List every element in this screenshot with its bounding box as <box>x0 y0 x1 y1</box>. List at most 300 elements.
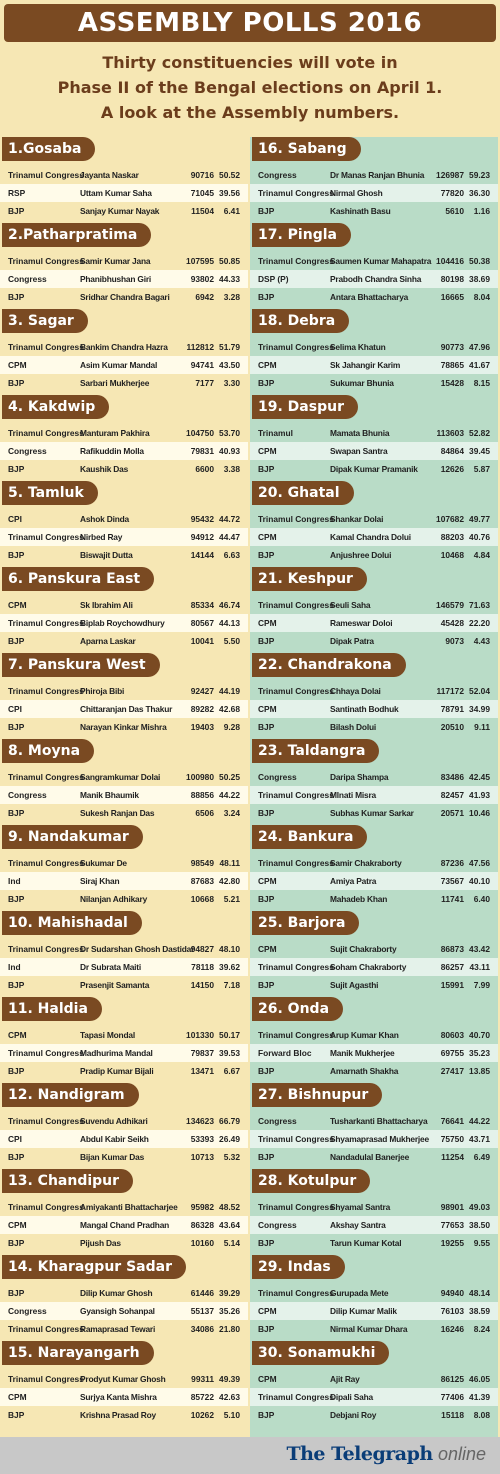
constituency-block <box>250 997 498 1083</box>
party-name: BJP <box>258 206 275 216</box>
candidate-name: Dilip Kumar Ghosh <box>80 1288 153 1298</box>
vote-share: 8.24 <box>473 1324 490 1334</box>
party-name: CPM <box>258 360 277 370</box>
vote-share: 5.50 <box>223 636 240 646</box>
party-name: CPM <box>8 1030 27 1040</box>
subtitle <box>4 46 496 126</box>
vote-count: 86873 <box>440 944 464 954</box>
constituency-block <box>0 223 248 309</box>
vote-share: 38.59 <box>469 1306 490 1316</box>
vote-share: 5.32 <box>223 1152 240 1162</box>
vote-share: 47.56 <box>469 858 490 868</box>
party-name: CPM <box>258 1306 277 1316</box>
left-column <box>0 137 248 1437</box>
results-table <box>0 854 248 908</box>
candidate-name: Nandadulal Banerjee <box>330 1152 410 1162</box>
result-row <box>0 890 248 908</box>
result-row <box>250 252 498 270</box>
vote-share: 41.39 <box>469 1392 490 1402</box>
candidate-name: Tusharkanti Bhattacharya <box>330 1116 428 1126</box>
party-name: CPM <box>8 1392 27 1402</box>
vote-count: 94827 <box>190 944 214 954</box>
candidate-name: Kashinath Basu <box>330 206 391 216</box>
party-name: Trinamul Congress <box>8 1324 84 1334</box>
vote-share: 44.22 <box>219 790 240 800</box>
vote-count: 15118 <box>441 1410 464 1420</box>
party-name: Trinamul Congress <box>258 790 334 800</box>
party-name: BJP <box>258 722 275 732</box>
result-row <box>250 460 498 478</box>
results-table <box>250 940 498 994</box>
results-table <box>0 596 248 650</box>
vote-share: 9.11 <box>474 722 490 732</box>
vote-share: 39.56 <box>219 188 240 198</box>
candidate-name: Sridhar Chandra Bagari <box>80 292 170 302</box>
party-name: Ind <box>8 876 21 886</box>
party-name: CPM <box>8 360 27 370</box>
constituency-block <box>250 223 498 309</box>
vote-count: 61446 <box>190 1288 214 1298</box>
result-row <box>0 202 248 220</box>
results-table <box>0 1198 248 1252</box>
result-row <box>0 1302 248 1320</box>
candidate-name: Nilanjan Adhikary <box>80 894 148 904</box>
vote-count: 89282 <box>190 704 214 714</box>
result-row <box>0 528 248 546</box>
vote-count: 75750 <box>440 1134 464 1144</box>
result-row <box>0 940 248 958</box>
result-row <box>0 424 248 442</box>
vote-share: 48.10 <box>219 944 240 954</box>
candidate-name: Mahadeb Khan <box>330 894 388 904</box>
party-name: Trinamul Congress <box>8 1374 84 1384</box>
vote-share: 43.42 <box>469 944 490 954</box>
party-name: BJP <box>258 894 275 904</box>
results-table <box>250 1026 498 1080</box>
vote-count: 94940 <box>440 1288 464 1298</box>
vote-count: 12626 <box>440 464 464 474</box>
result-row <box>0 1216 248 1234</box>
vote-share: 50.25 <box>219 772 240 782</box>
constituency-title: 19. Daspur <box>252 395 358 419</box>
vote-count: 53393 <box>190 1134 214 1144</box>
footer <box>0 1437 500 1474</box>
vote-share: 44.13 <box>219 618 240 628</box>
candidate-name: Ashok Dinda <box>80 514 129 524</box>
candidate-name: Kaushik Das <box>80 464 129 474</box>
party-name: Trinamul Congress <box>8 256 84 266</box>
vote-share: 6.63 <box>223 550 240 560</box>
constituency-block <box>0 395 248 481</box>
constituency-title: 20. Ghatal <box>252 481 354 505</box>
vote-share: 43.50 <box>219 360 240 370</box>
vote-count: 107595 <box>186 256 214 266</box>
party-name: CPM <box>8 600 27 610</box>
party-name: CPM <box>258 704 277 714</box>
party-name: CPM <box>8 1220 27 1230</box>
party-name: RSP <box>8 188 26 198</box>
results-table <box>250 1198 498 1252</box>
vote-share: 49.39 <box>219 1374 240 1384</box>
result-row <box>250 1026 498 1044</box>
constituency-title: 17. Pingla <box>252 223 351 247</box>
vote-share: 22.20 <box>469 618 490 628</box>
candidate-name: Biswajit Dutta <box>80 550 133 560</box>
vote-share: 43.11 <box>469 962 490 972</box>
result-row <box>0 356 248 374</box>
constituency-block <box>250 481 498 567</box>
candidate-name: Manik Mukherjee <box>330 1048 395 1058</box>
party-name: Congress <box>8 790 47 800</box>
brand-name: The Telegraph <box>286 1443 433 1465</box>
vote-count: 13471 <box>190 1066 214 1076</box>
brand-suffix: online <box>437 1444 486 1464</box>
candidate-name: Swapan Santra <box>330 446 388 456</box>
result-row <box>250 632 498 650</box>
constituency-title: 5. Tamluk <box>2 481 98 505</box>
vote-share: 7.18 <box>223 980 240 990</box>
results-table <box>0 252 248 306</box>
results-table <box>0 1284 248 1338</box>
vote-count: 19403 <box>190 722 214 732</box>
candidate-name: Seuli Saha <box>330 600 371 610</box>
constituency-block <box>250 1169 498 1255</box>
candidate-name: Pijush Das <box>80 1238 121 1248</box>
constituency-block <box>250 137 498 223</box>
vote-share: 44.47 <box>219 532 240 542</box>
result-row <box>250 872 498 890</box>
constituency-block <box>0 653 248 739</box>
party-name: Trinamul Congress <box>8 772 84 782</box>
candidate-name: Sukesh Ranjan Das <box>80 808 155 818</box>
result-row <box>250 786 498 804</box>
vote-share: 66.79 <box>219 1116 240 1126</box>
result-row <box>250 1044 498 1062</box>
candidate-name: Santinath Bodhuk <box>330 704 399 714</box>
party-name: Trinamul Congress <box>8 170 84 180</box>
candidate-name: Madhurima Mandal <box>80 1048 153 1058</box>
constituency-title: 23. Taldangra <box>252 739 379 763</box>
vote-count: 76103 <box>440 1306 464 1316</box>
vote-share: 9.55 <box>473 1238 490 1248</box>
candidate-name: Amarnath Shakha <box>330 1066 399 1076</box>
result-row <box>0 1130 248 1148</box>
result-row <box>0 288 248 306</box>
party-name: Trinamul Congress <box>258 1288 334 1298</box>
subtitle-line: Phase II of the Bengal elections on April 1. <box>57 78 443 97</box>
result-row <box>250 1284 498 1302</box>
party-name: Trinamul Congress <box>258 256 334 266</box>
party-name: Trinamul Congress <box>258 686 334 696</box>
vote-count: 71045 <box>190 188 214 198</box>
candidate-name: Sanjay Kumar Nayak <box>80 206 160 216</box>
party-name: BJP <box>8 292 25 302</box>
candidate-name: Amiya Patra <box>330 876 377 886</box>
vote-share: 42.63 <box>219 1392 240 1402</box>
party-name: BJP <box>258 378 275 388</box>
results-table <box>250 252 498 306</box>
vote-share: 38.50 <box>469 1220 490 1230</box>
candidate-name: Sukumar Bhunia <box>330 378 394 388</box>
constituency-title: 6. Panskura East <box>2 567 154 591</box>
constituency-title: 28. Kotulpur <box>252 1169 370 1193</box>
result-row <box>0 614 248 632</box>
vote-share: 40.76 <box>469 532 490 542</box>
constituency-title: 21. Keshpur <box>252 567 367 591</box>
constituency-title: 7. Panskura West <box>2 653 160 677</box>
party-name: BJP <box>8 808 25 818</box>
candidate-name: Tapasi Mondal <box>80 1030 135 1040</box>
vote-count: 19255 <box>440 1238 464 1248</box>
party-name: BJP <box>8 464 25 474</box>
candidate-name: Prabodh Chandra Sinha <box>330 274 422 284</box>
vote-count: 45428 <box>440 618 464 628</box>
vote-share: 34.99 <box>469 704 490 714</box>
vote-share: 36.30 <box>469 188 490 198</box>
vote-share: 44.72 <box>219 514 240 524</box>
vote-count: 85334 <box>190 600 214 610</box>
constituency-block <box>0 911 248 997</box>
candidate-name: Dr Subrata Maiti <box>80 962 142 972</box>
constituency-title: 14. Kharagpur Sadar <box>2 1255 186 1279</box>
constituency-title: 2.Patharpratima <box>2 223 151 247</box>
vote-share: 42.68 <box>219 704 240 714</box>
result-row <box>250 890 498 908</box>
candidate-name: Samir Kumar Jana <box>80 256 151 266</box>
vote-share: 3.30 <box>223 378 240 388</box>
party-name: BJP <box>258 292 275 302</box>
result-row <box>250 718 498 736</box>
candidate-name: Rafikuddin Molla <box>80 446 144 456</box>
result-row <box>250 1320 498 1338</box>
result-row <box>0 1406 248 1424</box>
vote-count: 92427 <box>190 686 214 696</box>
result-row <box>250 338 498 356</box>
result-row <box>0 1370 248 1388</box>
party-name: BJP <box>8 894 25 904</box>
candidate-name: Amiyakanti Bhattacharjee <box>80 1202 178 1212</box>
vote-share: 40.93 <box>219 446 240 456</box>
result-row <box>0 632 248 650</box>
party-name: Forward Bloc <box>258 1048 312 1058</box>
constituency-block <box>0 137 248 223</box>
party-name: Congress <box>258 1220 297 1230</box>
vote-count: 10468 <box>440 550 464 560</box>
candidate-name: Biplab Roychowdhury <box>80 618 165 628</box>
page-title: ASSEMBLY POLLS 2016 <box>77 8 423 38</box>
candidate-name: Mamata Bhunia <box>330 428 390 438</box>
vote-share: 6.67 <box>223 1066 240 1076</box>
candidate-name: Bilash Dolui <box>330 722 376 732</box>
party-name: Congress <box>8 1306 47 1316</box>
candidate-name: Bijan Kumar Das <box>80 1152 145 1162</box>
vote-share: 35.23 <box>469 1048 490 1058</box>
vote-count: 6506 <box>195 808 214 818</box>
vote-share: 48.52 <box>219 1202 240 1212</box>
vote-share: 4.84 <box>473 550 490 560</box>
candidate-name: Sujit Agasthi <box>330 980 379 990</box>
constituency-block <box>0 1255 248 1341</box>
vote-share: 50.85 <box>219 256 240 266</box>
result-row <box>250 1234 498 1252</box>
result-row <box>0 786 248 804</box>
candidate-name: Surjya Kanta Mishra <box>80 1392 157 1402</box>
vote-count: 93802 <box>190 274 214 284</box>
vote-share: 46.05 <box>469 1374 490 1384</box>
candidate-name: Shyamal Santra <box>330 1202 391 1212</box>
candidate-name: Prasenjit Samanta <box>80 980 150 990</box>
vote-share: 6.49 <box>473 1152 490 1162</box>
constituency-title: 10. Mahishadal <box>2 911 142 935</box>
vote-count: 34086 <box>190 1324 214 1334</box>
party-name: BJP <box>8 1238 25 1248</box>
constituency-title: 16. Sabang <box>252 137 361 161</box>
constituency-title: 26. Onda <box>252 997 343 1021</box>
result-row <box>0 1284 248 1302</box>
candidate-name: Manik Bhaumik <box>80 790 139 800</box>
result-row <box>250 940 498 958</box>
vote-count: 98549 <box>190 858 214 868</box>
vote-count: 94912 <box>190 532 214 542</box>
party-name: Trinamul Congress <box>8 428 84 438</box>
result-row <box>250 854 498 872</box>
candidate-name: Akshay Santra <box>330 1220 386 1230</box>
vote-count: 117172 <box>436 686 464 696</box>
vote-share: 40.70 <box>469 1030 490 1040</box>
candidate-name: Sujit Chakraborty <box>330 944 397 954</box>
party-name: BJP <box>258 1410 275 1420</box>
result-row <box>0 1148 248 1166</box>
constituency-title: 18. Debra <box>252 309 349 333</box>
vote-count: 95432 <box>190 514 214 524</box>
result-row <box>250 1112 498 1130</box>
constituency-title: 22. Chandrakona <box>252 653 406 677</box>
result-row <box>0 1388 248 1406</box>
vote-count: 104416 <box>436 256 464 266</box>
results-table <box>250 338 498 392</box>
result-row <box>0 872 248 890</box>
result-row <box>0 270 248 288</box>
constituency-block <box>0 481 248 567</box>
result-row <box>0 1112 248 1130</box>
candidate-name: Debjani Roy <box>330 1410 377 1420</box>
party-name: Trinamul Congress <box>8 342 84 352</box>
vote-count: 90773 <box>440 342 464 352</box>
vote-count: 95982 <box>190 1202 214 1212</box>
candidate-name: Arup Kumar Khan <box>330 1030 399 1040</box>
constituency-block <box>250 739 498 825</box>
constituency-title: 13. Chandipur <box>2 1169 133 1193</box>
vote-share: 39.45 <box>469 446 490 456</box>
result-row <box>250 1198 498 1216</box>
party-name: BJP <box>258 980 275 990</box>
vote-count: 10262 <box>190 1410 214 1420</box>
result-row <box>0 1044 248 1062</box>
vote-count: 80603 <box>440 1030 464 1040</box>
vote-share: 51.79 <box>219 342 240 352</box>
party-name: Trinamul Congress <box>258 1392 334 1402</box>
candidate-name: Dr Sudarshan Ghosh Dastidar <box>80 944 195 954</box>
candidate-name: Mangal Chand Pradhan <box>80 1220 170 1230</box>
subtitle-line: A look at the Assembly numbers. <box>100 103 400 122</box>
party-name: Trinamul Congress <box>8 1202 84 1212</box>
candidate-name: Ajit Ray <box>330 1374 360 1384</box>
party-name: Congress <box>8 446 47 456</box>
vote-share: 43.64 <box>219 1220 240 1230</box>
candidate-name: Uttam Kumar Saha <box>80 188 152 198</box>
result-row <box>250 1370 498 1388</box>
result-row <box>250 374 498 392</box>
result-row <box>0 976 248 994</box>
brand-logo[interactable] <box>286 1443 486 1466</box>
result-row <box>0 1234 248 1252</box>
result-row <box>0 184 248 202</box>
candidate-name: Samir Chakraborty <box>330 858 402 868</box>
vote-share: 7.99 <box>473 980 490 990</box>
result-row <box>250 184 498 202</box>
vote-share: 52.82 <box>469 428 490 438</box>
party-name: Trinamul Congress <box>258 600 334 610</box>
candidate-name: Sukumar De <box>80 858 127 868</box>
vote-count: 87683 <box>190 876 214 886</box>
result-row <box>0 768 248 786</box>
party-name: BJP <box>8 1288 25 1298</box>
vote-count: 9073 <box>445 636 464 646</box>
candidate-name: Jayanta Naskar <box>80 170 139 180</box>
vote-count: 86125 <box>440 1374 464 1384</box>
candidate-name: Manturam Pakhira <box>80 428 150 438</box>
result-row <box>0 854 248 872</box>
vote-share: 8.04 <box>473 292 490 302</box>
vote-share: 50.38 <box>469 256 490 266</box>
vote-share: 71.63 <box>469 600 490 610</box>
vote-count: 101330 <box>186 1030 214 1040</box>
result-row <box>250 804 498 822</box>
vote-count: 80567 <box>190 618 214 628</box>
candidate-name: Nirmal Ghosh <box>330 188 383 198</box>
vote-count: 77820 <box>440 188 464 198</box>
vote-count: 112812 <box>186 342 214 352</box>
results-table <box>0 1026 248 1080</box>
result-row <box>0 442 248 460</box>
vote-count: 10713 <box>190 1152 214 1162</box>
vote-count: 85722 <box>190 1392 214 1402</box>
vote-count: 94741 <box>190 360 214 370</box>
result-row <box>250 1302 498 1320</box>
result-row <box>250 1216 498 1234</box>
candidate-name: Subhas Kumar Sarkar <box>330 808 414 818</box>
constituency-block <box>250 395 498 481</box>
party-name: Trinamul Congress <box>258 514 334 524</box>
party-name: BJP <box>8 206 25 216</box>
candidate-name: Abdul Kabir Seikh <box>80 1134 149 1144</box>
result-row <box>250 1406 498 1424</box>
candidate-name: Soham Chakraborty <box>330 962 407 972</box>
party-name: BJP <box>8 636 25 646</box>
result-row <box>250 510 498 528</box>
constituency-block <box>0 825 248 911</box>
vote-count: 82457 <box>440 790 464 800</box>
vote-share: 50.17 <box>219 1030 240 1040</box>
vote-share: 44.19 <box>219 686 240 696</box>
vote-count: 80198 <box>440 274 464 284</box>
constituency-block <box>0 309 248 395</box>
party-name: CPM <box>258 618 277 628</box>
results-table <box>250 1284 498 1338</box>
party-name: DSP (P) <box>258 274 289 284</box>
constituency-block <box>250 309 498 395</box>
result-row <box>250 614 498 632</box>
